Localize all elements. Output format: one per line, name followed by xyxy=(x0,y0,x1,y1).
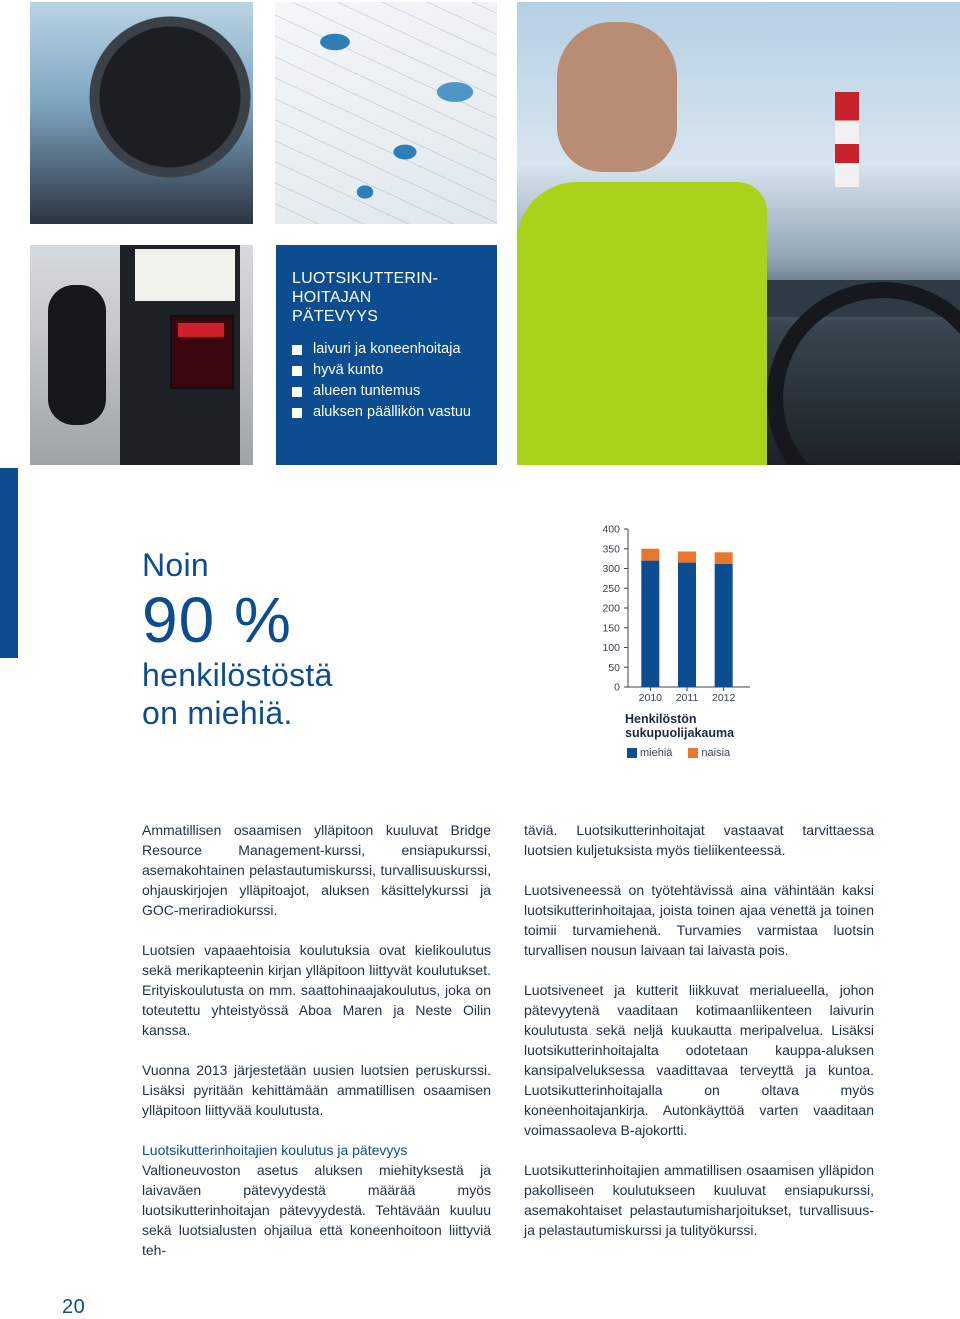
steering-wheel xyxy=(767,282,960,465)
legend-item-men xyxy=(627,747,672,759)
bar-women xyxy=(641,549,659,561)
gender-stat xyxy=(142,546,442,732)
qualification-item: laivuri ja koneenhoitaja xyxy=(292,339,483,359)
body-column-left xyxy=(142,820,491,1280)
nautical-chart-photo xyxy=(275,2,497,224)
accent-bar xyxy=(0,468,18,658)
pilot-jacket xyxy=(517,182,767,465)
body-paragraph-with-heading xyxy=(142,1140,491,1260)
y-tick-label: 350 xyxy=(602,543,620,556)
y-tick-label: 150 xyxy=(602,622,620,635)
legend-label-men: miehiä xyxy=(640,747,673,759)
pilot-head xyxy=(557,22,677,172)
y-tick-label: 200 xyxy=(602,602,620,615)
x-tick-label: 2012 xyxy=(711,692,736,704)
qualification-item: alueen tuntemus xyxy=(292,381,483,401)
y-tick-label: 300 xyxy=(602,563,620,575)
body-paragraph: Luotsiveneet ja kutterit liikkuvat merialueella, johon pätevyytenä vaaditaan kotimaanliikenteen laivurin koulutusta sekä neljä kuukautta meripalvelua. Lisäksi luotsikutterinhoitajalta odotetaan kauppa-aluksen kansipalveluksessa vaadittavaa terveyttä ja kuntoa. Luotsikutterinhoitajalla on oltava myös koneenhoitajankirja. Autonkäyttöä varten vaaditaan voimassaoleva B-ajokortti. xyxy=(524,982,874,1138)
body-paragraph: Luotsikutterinhoitajien ammatillisen osaamisen ylläpidon pakolliseen koulutukseen kuuluvat ensiapukurssi, asemakohtaiset pelastautumisharjoitukset, turvallisuus- ja pelastautumiskurssi ja tulityökurssi. xyxy=(524,1162,874,1238)
qualification-item: aluksen päällikön vastuu xyxy=(292,402,483,422)
chart-title-line: sukupuolijakauma xyxy=(625,726,735,740)
qualification-title-line: HOITAJAN xyxy=(292,289,372,306)
legend-swatch-men xyxy=(627,748,637,758)
y-tick-label: 400 xyxy=(602,523,620,536)
radio-display xyxy=(170,315,234,389)
y-tick-label: 100 xyxy=(602,642,620,654)
y-tick-label: 50 xyxy=(608,661,620,674)
stat-line-3: on miehiä. xyxy=(142,695,293,731)
radio-handset xyxy=(48,285,106,425)
y-tick-label: 0 xyxy=(614,681,620,694)
body-paragraph: Ammatillisen osaamisen ylläpitoon kuuluvat Bridge Resource Management-kurssi, ensiapukurssi, asemakohtainen pelastautumiskurssi, turvallisuuskurssi, ohjauskirjojen ylläpitoajot, aluksen käsittelykurssi ja GOC-meriradiokurssi. xyxy=(142,822,491,918)
stat-value: 90 % xyxy=(142,584,292,656)
bar-women xyxy=(715,552,733,563)
body-paragraph-text: Valtioneuvoston asetus aluksen miehityksestä ja laivaväen pätevyydestä määrää myös luotsikutterinhoitajan pätevyydestä. Tehtävään kuuluu sekä luotsialusten ohjailua että koneenhoitoon liittyviä teh- xyxy=(142,1162,491,1258)
x-tick-label: 2011 xyxy=(675,692,699,704)
page-number: 20 xyxy=(62,1296,86,1318)
stat-line-1: Noin xyxy=(142,547,210,583)
stat-line-2: henkilöstöstä xyxy=(142,657,333,693)
chart-title-line: Henkilöstön xyxy=(625,712,697,726)
body-paragraph: Luotsien vapaaehtoisia koulutuksia ovat kielikoulutus sekä merikapteenin kirjan ylläpitoon liittyvät koulutukset. Erityiskoulutusta on mm. saattohinaajakoulutus, joka on toteutettu yhteistyössä Aboa Maren ja Neste Oilin kanssa. xyxy=(142,942,491,1038)
bar-women xyxy=(678,552,696,563)
chart-title xyxy=(625,712,825,740)
y-tick-label: 250 xyxy=(602,582,620,595)
radio-label-plate xyxy=(135,249,235,301)
qualification-title-line: PÄTEVYYS xyxy=(292,308,379,325)
compass-photo xyxy=(30,2,253,224)
legend-label-women: naisia xyxy=(701,747,731,759)
marine-radio-photo xyxy=(30,245,253,465)
qualification-title xyxy=(292,269,483,326)
bar-men xyxy=(715,564,733,687)
body-column-right xyxy=(524,820,874,1260)
legend-item-women xyxy=(688,747,730,759)
legend-swatch-women xyxy=(688,748,698,758)
qualification-title-line: LUOTSIKUTTERIN- xyxy=(292,270,439,287)
body-paragraph: täviä. Luotsikutterinhoitajat vastaavat tarvittaessa luotsien kuljetuksista myös tieliikenteessä. xyxy=(524,822,874,858)
body-paragraph: Vuonna 2013 järjestetään uusien luotsien peruskurssi. Lisäksi pyritään kehittämään ammatillisen osaamisen ylläpitoon liittyvää koulutusta. xyxy=(142,1062,491,1118)
gender-chart xyxy=(580,515,780,705)
qualification-box xyxy=(276,245,497,465)
body-paragraph: Luotsiveneessä on työtehtävissä aina vähintään kaksi luotsikutterinhoitajaa, joista toinen ajaa venettä ja toinen toimii turvamiehenä. Turvamies varmistaa luotsin turvallisen nousun laivaan tai laivasta pois. xyxy=(524,882,874,958)
lighthouse xyxy=(835,92,859,187)
section-subheading: Luotsikutterinhoitajien koulutus ja pätevyys xyxy=(142,1142,408,1158)
chart-legend xyxy=(627,747,730,759)
bar-men xyxy=(678,563,696,687)
qualification-item: hyvä kunto xyxy=(292,360,483,380)
x-tick-label: 2010 xyxy=(638,692,663,704)
boat-pilot-photo xyxy=(517,2,960,465)
bar-men xyxy=(641,561,659,687)
qualification-list xyxy=(292,339,483,422)
